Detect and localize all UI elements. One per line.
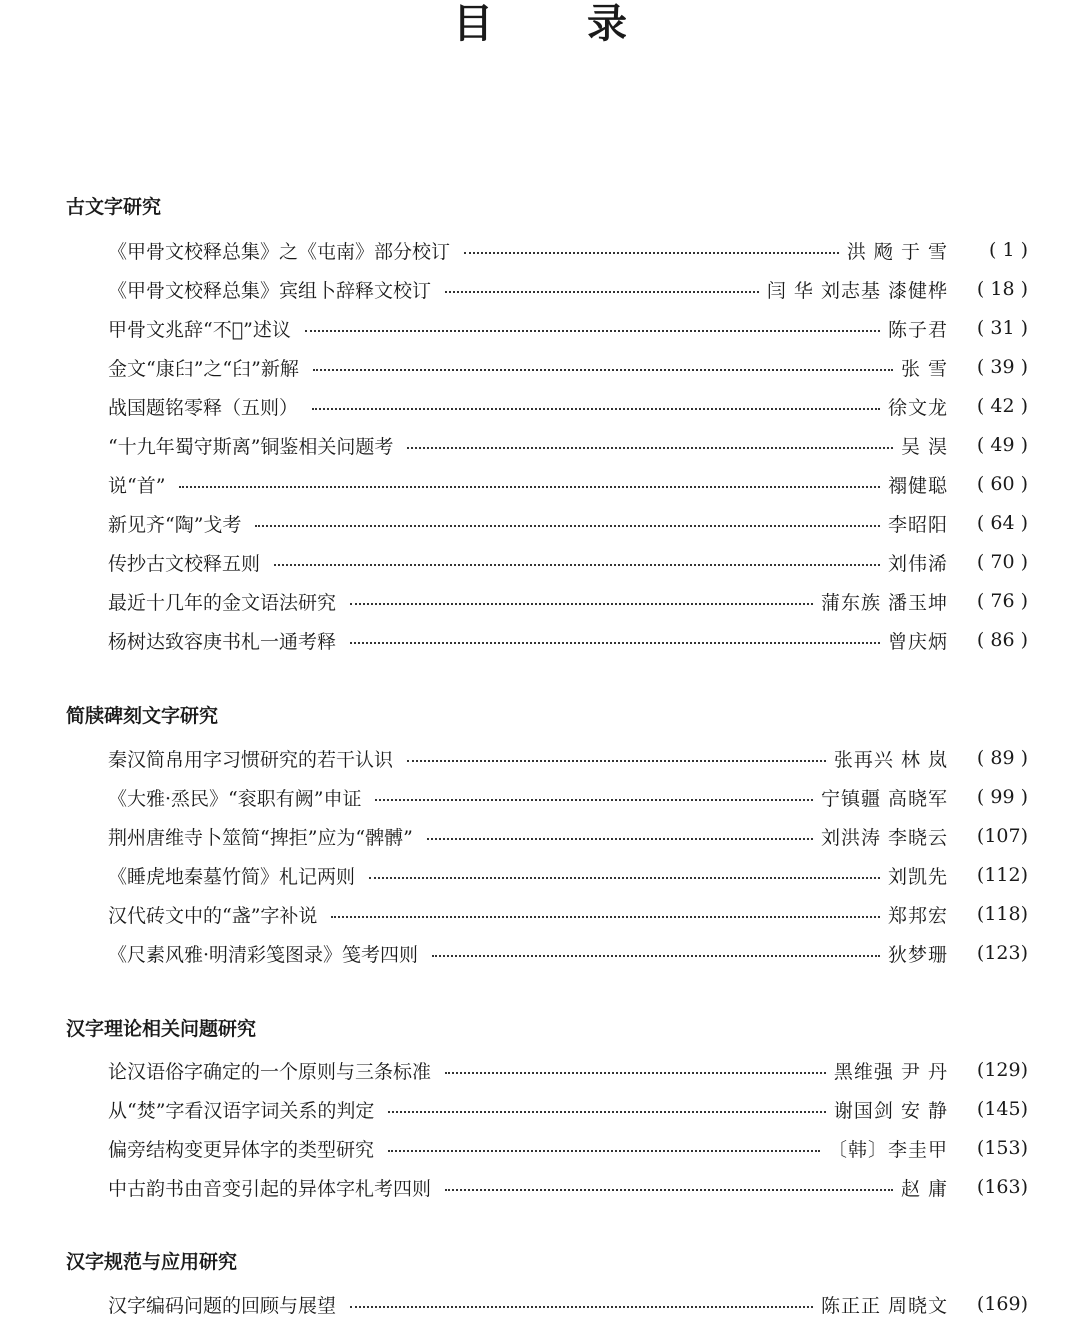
entry-title: 杨树达致容庚书札一通考释: [108, 630, 337, 653]
dot-leader: [407, 760, 826, 762]
toc-entry: [108, 744, 1028, 772]
entry-authors: 蒲东族 潘玉坤: [820, 591, 948, 614]
dot-leader: [388, 1150, 820, 1152]
entry-page: (145): [976, 1098, 1028, 1120]
entry-title: 论汉语俗字确定的一个原则与三条标准: [108, 1060, 432, 1083]
section-title: 古文字研究: [66, 196, 162, 218]
entry-authors: 洪 飏 于 雪: [846, 240, 948, 263]
entry-authors: 李昭阳: [887, 513, 948, 536]
toc-entry: [108, 822, 1028, 850]
entry-title: 说“首”: [108, 474, 166, 497]
entry-authors: 闫 华 刘志基 漆健桦: [766, 279, 948, 302]
entry-page: ( 99 ): [976, 786, 1028, 808]
dot-leader: [375, 799, 812, 801]
toc-entry: [108, 900, 1028, 928]
entry-title: 新见齐“陶”戈考: [108, 513, 242, 536]
entry-title: 从“焚”字看汉语字词关系的判定: [108, 1099, 375, 1122]
entry-authors: 郑邦宏: [887, 904, 948, 927]
entry-authors: 张 雪: [900, 357, 948, 380]
toc-entry: [108, 431, 1028, 459]
dot-leader: [445, 291, 759, 293]
entry-authors: 谢国剑 安 静: [833, 1099, 948, 1122]
entry-authors: 张再兴 林 岚: [833, 748, 948, 771]
entry-title: 最近十几年的金文语法研究: [108, 591, 337, 614]
toc-entry: [108, 470, 1028, 498]
entry-page: ( 42 ): [976, 395, 1028, 417]
dot-leader: [407, 447, 893, 449]
toc-entry: [108, 1134, 1028, 1162]
entry-title: 汉代砖文中的“盏”字补说: [108, 904, 318, 927]
dot-leader: [464, 252, 839, 254]
section-title: 汉字规范与应用研究: [66, 1251, 238, 1273]
entry-page: (169): [976, 1293, 1028, 1315]
entry-page: ( 76 ): [976, 590, 1028, 612]
toc-entry: [108, 353, 1028, 381]
entry-title: 甲骨文兆辞“不𫹟”述议: [108, 318, 291, 341]
dot-leader: [427, 838, 813, 840]
entry-authors: 狄梦珊: [887, 943, 948, 966]
toc-entry: [108, 314, 1028, 342]
dot-leader: [312, 408, 880, 410]
dot-leader: [313, 369, 893, 371]
entry-title: 荆州唐维寺卜筮简“捭拒”应为“髀髆”: [108, 826, 413, 849]
entry-page: (123): [976, 942, 1028, 964]
toc-entry: [108, 1290, 1028, 1318]
entry-authors: 徐文龙: [887, 396, 948, 419]
dot-leader: [369, 877, 880, 879]
entry-authors: 曾庆炳: [887, 630, 948, 653]
entry-authors: 陈子君: [887, 318, 948, 341]
entry-authors: 刘伟浠: [887, 552, 948, 575]
entry-title: 汉字编码问题的回顾与展望: [108, 1294, 337, 1317]
entry-page: (118): [976, 903, 1028, 925]
entry-page: (153): [976, 1137, 1028, 1159]
entry-page: (163): [976, 1176, 1028, 1198]
dot-leader: [274, 564, 880, 566]
entry-title: “十九年蜀守斯离”铜鉴相关问题考: [108, 435, 394, 458]
toc-entry: [108, 509, 1028, 537]
dot-leader: [179, 486, 880, 488]
toc-entry: [108, 861, 1028, 889]
entry-title: 《甲骨文校释总集》宾组卜辞释文校订: [108, 279, 432, 302]
entry-page: ( 39 ): [976, 356, 1028, 378]
dot-leader: [445, 1189, 893, 1191]
entry-page: ( 49 ): [976, 434, 1028, 456]
toc-entry: [108, 939, 1028, 967]
toc-entry: [108, 783, 1028, 811]
entry-page: (112): [976, 864, 1028, 886]
dot-leader: [305, 330, 880, 332]
entry-page: ( 60 ): [976, 473, 1028, 495]
toc-entry: [108, 1056, 1028, 1084]
entry-page: ( 64 ): [976, 512, 1028, 534]
dot-leader: [350, 642, 880, 644]
entry-title: 战国题铭零释（五则）: [108, 396, 299, 419]
toc-entry: [108, 392, 1028, 420]
entry-authors: 宁镇疆 高晓军: [820, 787, 948, 810]
entry-title: 《尺素风雅·明清彩笺图录》笺考四则: [108, 943, 419, 966]
entry-title: 《睡虎地秦墓竹简》札记两则: [108, 865, 356, 888]
section-title: 汉字理论相关问题研究: [66, 1018, 257, 1040]
entry-title: 《甲骨文校释总集》之《屯南》部分校订: [108, 240, 451, 263]
dot-leader: [350, 1306, 813, 1308]
section-title: 简牍碑刻文字研究: [66, 705, 219, 727]
entry-page: ( 70 ): [976, 551, 1028, 573]
entry-page: ( 89 ): [976, 747, 1028, 769]
entry-page: ( 1 ): [989, 239, 1028, 261]
entry-authors: 〔韩〕李圭甲: [827, 1138, 948, 1161]
entry-authors: 刘凯先: [887, 865, 948, 888]
entry-page: ( 31 ): [976, 317, 1028, 339]
toc-entry: [108, 626, 1028, 654]
toc-entry: [108, 1095, 1028, 1123]
entry-title: 偏旁结构变更异体字的类型研究: [108, 1138, 375, 1161]
dot-leader: [432, 955, 880, 957]
toc-entry: [108, 587, 1028, 615]
toc-entry: [108, 1173, 1028, 1201]
entry-authors: 黑维强 尹 丹: [833, 1060, 948, 1083]
entry-title: 金文“康𦥑”之“𦥑”新解: [108, 357, 299, 380]
toc-entry: [108, 236, 1028, 264]
entry-authors: 赵 庸: [900, 1177, 948, 1200]
entry-page: ( 86 ): [976, 629, 1028, 651]
entry-page: ( 18 ): [976, 278, 1028, 300]
dot-leader: [445, 1072, 826, 1074]
toc-entry: [108, 275, 1028, 303]
entry-authors: 禤健聪: [887, 474, 948, 497]
entry-title: 中古韵书由音变引起的异体字札考四则: [108, 1177, 432, 1200]
entry-authors: 陈正正 周晓文: [820, 1294, 948, 1317]
toc-entry: [108, 548, 1028, 576]
entry-page: (107): [976, 825, 1028, 847]
entry-title: 传抄古文校释五则: [108, 552, 261, 575]
page-title: 目 录: [453, 0, 667, 47]
entry-title: 秦汉简帛用字习惯研究的若干认识: [108, 748, 394, 771]
entry-title: 《大雅·烝民》“衮职有阙”申证: [108, 787, 362, 810]
dot-leader: [331, 916, 880, 918]
entry-authors: 吴 淏: [900, 435, 948, 458]
entry-authors: 刘洪涛 李晓云: [820, 826, 948, 849]
dot-leader: [255, 525, 880, 527]
dot-leader: [388, 1111, 825, 1113]
entry-page: (129): [976, 1059, 1028, 1081]
dot-leader: [350, 603, 813, 605]
